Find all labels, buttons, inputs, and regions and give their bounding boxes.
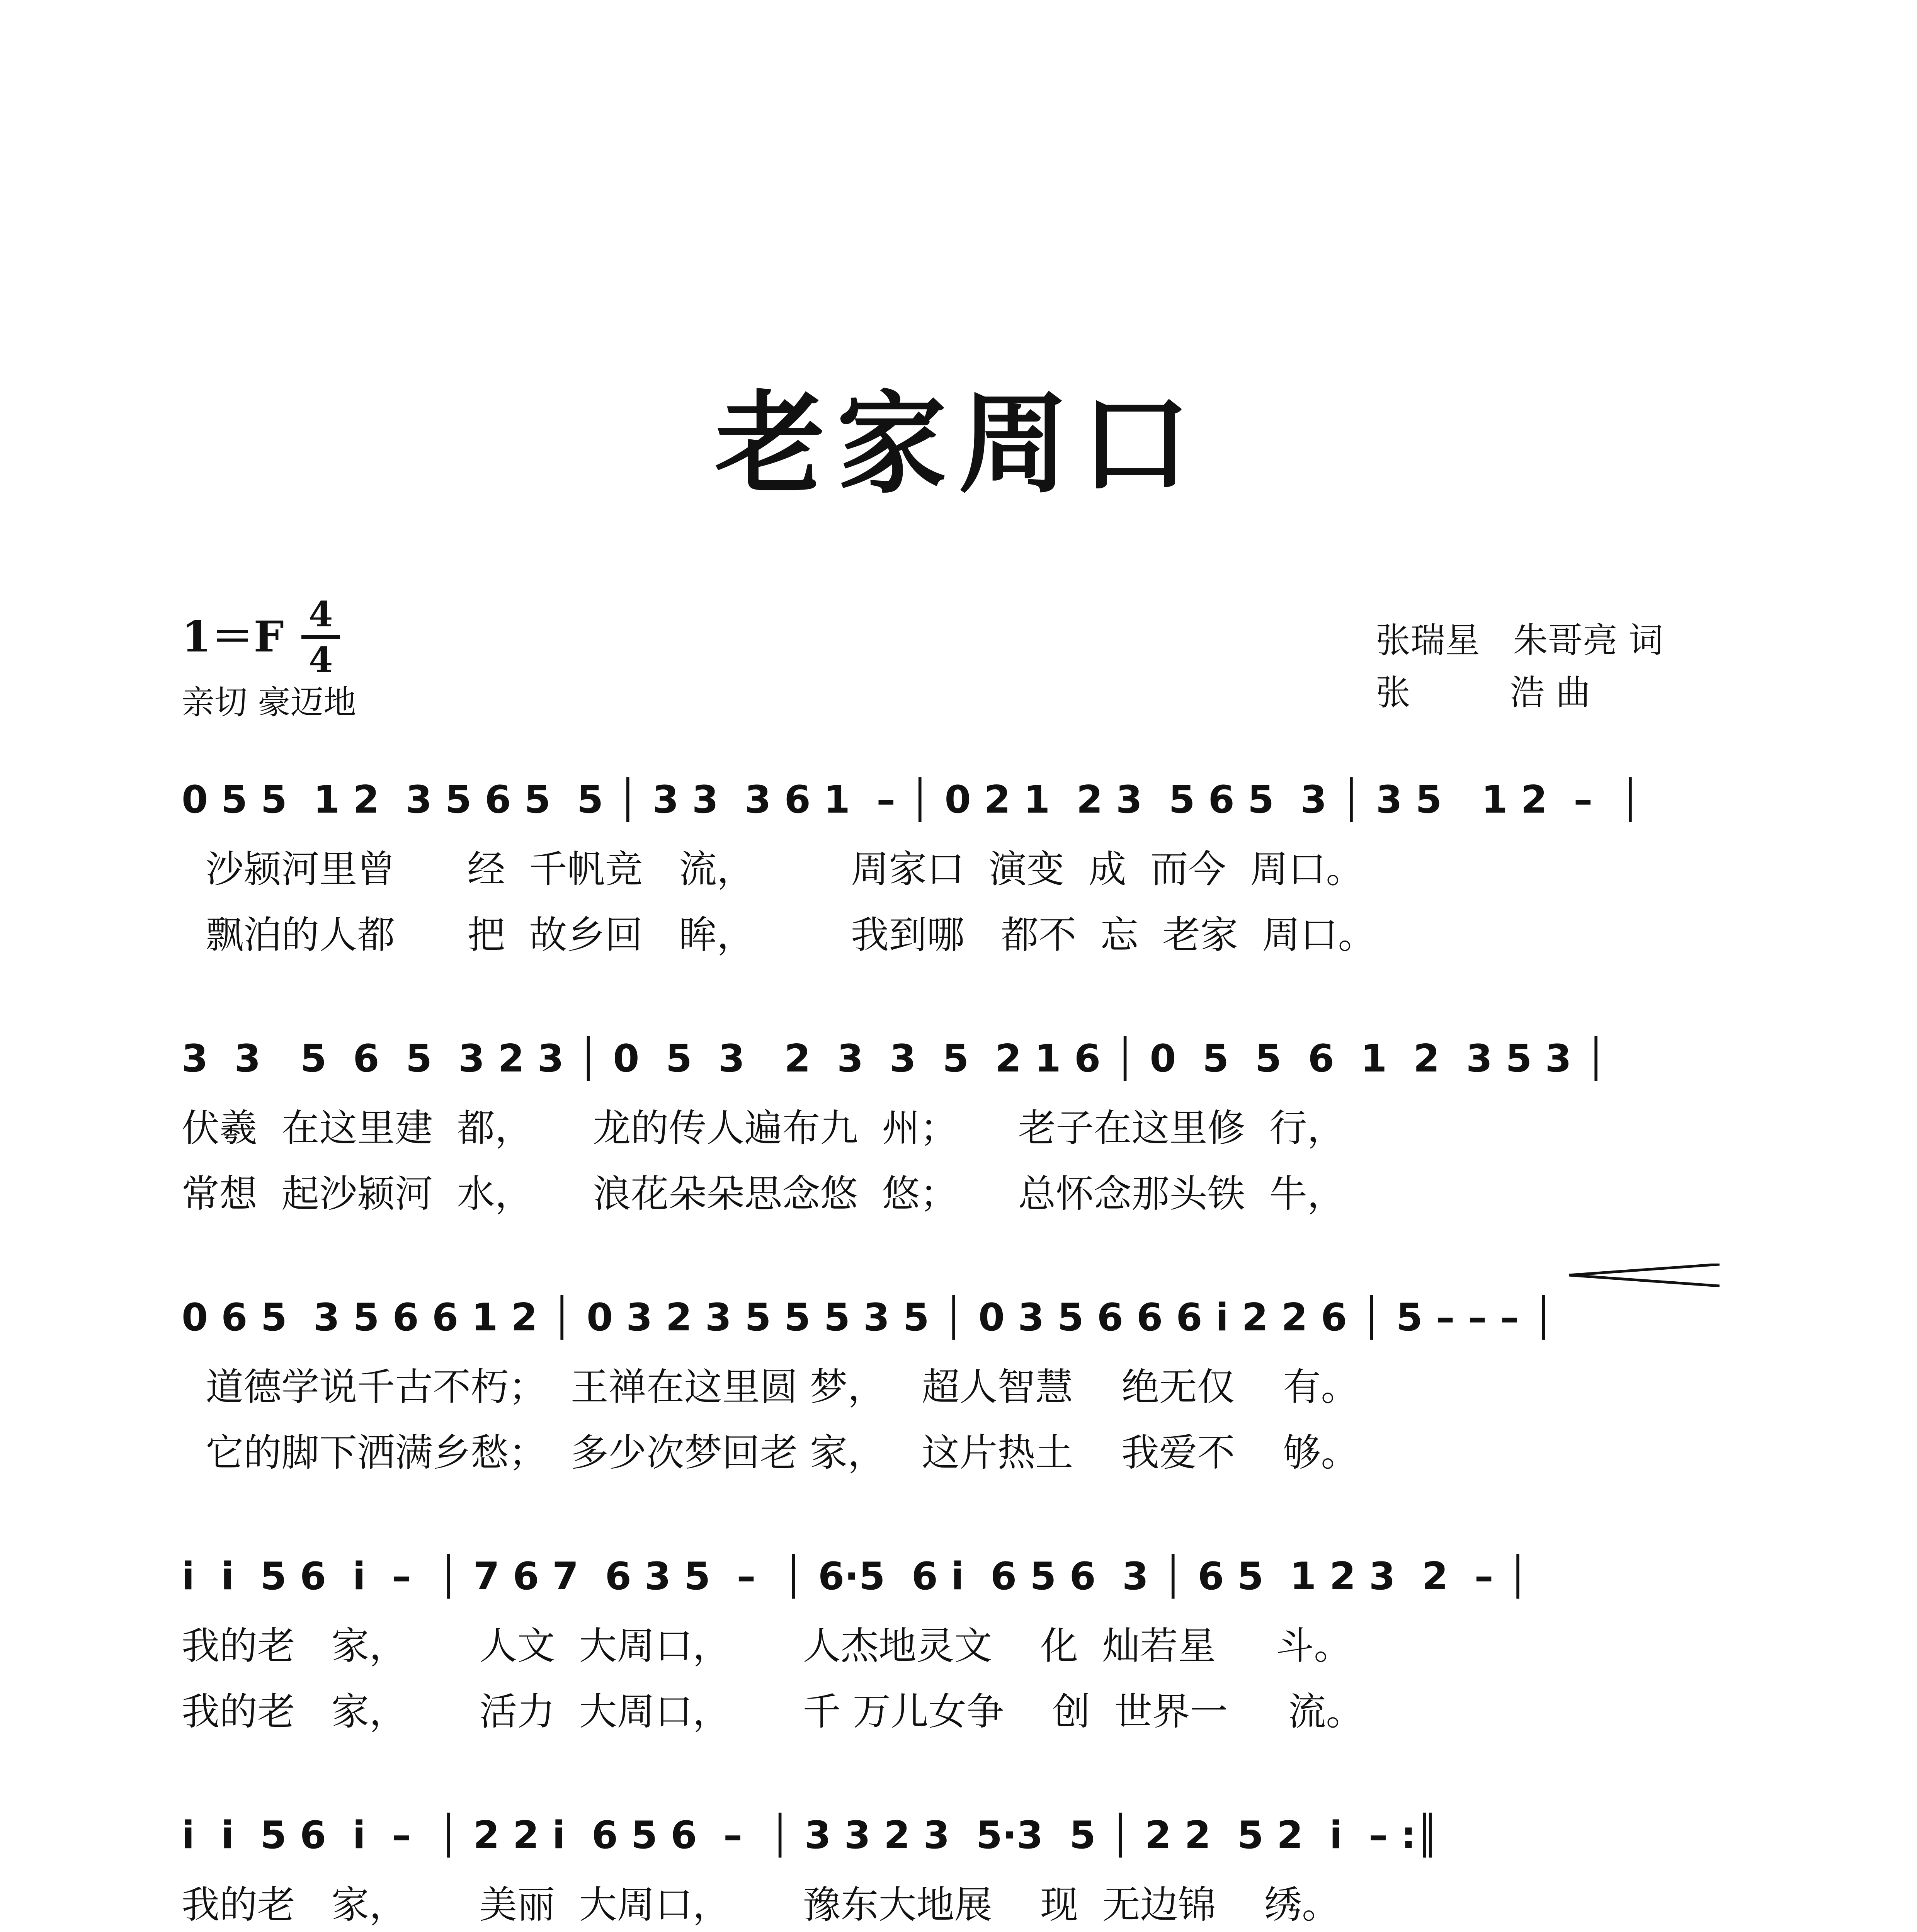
lyrics-verse-1: 我的老 家， 人文 大周口， 人杰地灵文 化 灿若星 斗。: [182, 1624, 1352, 1668]
credits: [1376, 614, 1663, 719]
lyrics-verse-2: 我的老 家， 活力 大周口， 千 万儿女争 创 世界一 流。: [182, 1690, 1364, 1734]
lyrics-verse-2: 飘泊的人都 把 故乡回 眸， 我到哪 都不 忘 老家 周口。: [182, 913, 1376, 957]
time-signature-bottom: 4: [308, 639, 333, 680]
notes-line: i i 5 6 i – │ 7 6 7 6 3 5 – │ 6·5 6 i 6 5 6 3 │ 6 5 1 2 3 2 – │: [182, 1554, 1529, 1599]
lyrics-verse-1: 道德学说千古不朽； 王禅在这里圆 梦， 超人智慧 绝无仅 有。: [182, 1365, 1359, 1409]
lyrics-verse-1: 我的老 家， 美丽 大周口， 豫东大地展 现 无边锦 绣。: [182, 1883, 1340, 1927]
expression-marking: 亲切 豪迈地: [182, 684, 357, 722]
time-signature-top: 4: [308, 594, 333, 635]
lyrics-verse-1: 伏羲 在这里建 都， 龙的传人遍布九 州； 老子在这里修 行，: [182, 1106, 1345, 1150]
song-title: 老家周口: [715, 379, 1202, 509]
lyrics-verse-2: 常想 起沙颍河 水， 浪花朵朵思念悠 悠； 总怀念那头铁 牛，: [182, 1172, 1345, 1216]
time-signature-divider: [301, 635, 340, 639]
notes-line: 3 3 5 6 5 3 2 3 │ 0 5 3 2 3 3 5 2 1 6 │ 0 5 5 6 1 2 3 5 3 │: [182, 1037, 1607, 1081]
notes-line: 0 5 5 1 2 3 5 6 5 5 │ 3 3 3 6 1 – │ 0 2 1 2 3 5 6 5 3 │ 3 5 1 2 – │: [182, 778, 1642, 822]
notes-line: i i 5 6 i – │ 2 2 i 6 5 6 – │ 3 3 2 3 5·3 5 │ 2 2 5 2 i – :║: [182, 1813, 1439, 1857]
lyricist-credit: 张瑞星 朱哥亮 词: [1376, 620, 1664, 661]
key-signature: 1＝F: [182, 612, 284, 662]
lyrics-verse-2: 它的脚下洒满乡愁； 多少次梦回老 家， 这片热土 我爱不 够。: [182, 1431, 1359, 1475]
lyrics-verse-1: 沙颍河里曾 经 千帆竞 流， 周家口 演变 成 而今 周口。: [182, 847, 1364, 891]
crescendo-mark: [1569, 1264, 1720, 1287]
composer-credit: 张 浩 曲: [1376, 672, 1591, 713]
time-signature: [301, 595, 340, 679]
notes-line: 0 6 5 3 5 6 6 1 2 │ 0 3 2 3 5 5 5 3 5 │ 0 3 5 6 6 6 i 2 2 6 │ 5 – – – │: [182, 1296, 1555, 1340]
